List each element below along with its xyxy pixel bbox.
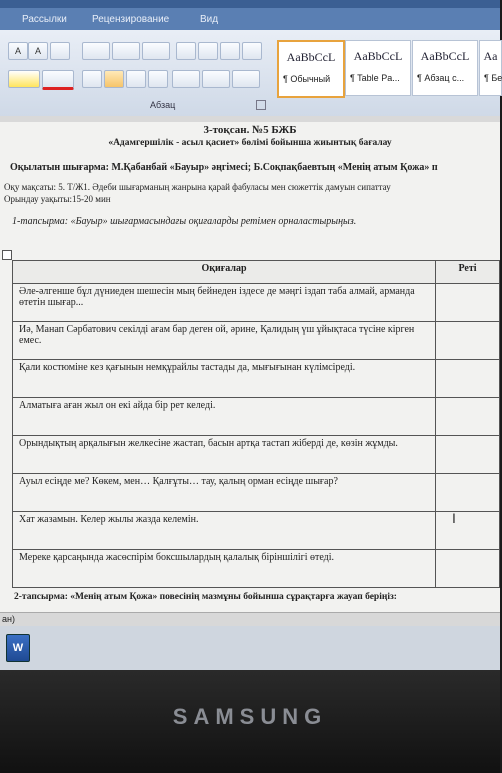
style-sample: AaBbCcL <box>420 49 470 63</box>
task-2-instruction: 2-тапсырма: «Менің атым Қожа» повесінің мазмұны бойынша сұрақтарға жауап беріңіз: <box>14 592 397 602</box>
order-column-header: Реті <box>436 261 500 284</box>
style-normal[interactable] <box>277 40 345 98</box>
table-header-row <box>13 261 500 284</box>
paragraph-dialog-launcher-icon[interactable] <box>256 100 266 110</box>
event-cell[interactable]: Қали костюміне кез қағынын немқұрайлы тастады да, мығығынан күлімсіреді. <box>13 360 436 398</box>
table-row <box>13 360 500 398</box>
order-cell[interactable] <box>436 398 500 436</box>
shrink-font-button[interactable]: A <box>28 42 48 60</box>
status-bar <box>0 626 500 670</box>
task-1-instruction: 1-тапсырма: «Бауыр» шығармасындағы оқиғаларды ретімен орналастырыңыз. <box>12 216 357 227</box>
sort-button[interactable] <box>220 42 240 60</box>
style-no-spacing[interactable] <box>479 40 502 96</box>
style-name: ¶ Обычный <box>283 74 331 84</box>
word-app-icon[interactable]: W <box>6 634 30 662</box>
ribbon <box>0 30 500 117</box>
page-heading: 3-тоқсан. №5 БЖБ <box>203 124 297 136</box>
duration-line: Орындау уақыты:15-20 мин <box>4 194 111 204</box>
window-title-bar <box>0 0 500 8</box>
table-row <box>13 284 500 322</box>
order-cell[interactable] <box>436 284 500 322</box>
style-sample: Aa <box>483 49 498 63</box>
paragraph-group-label: Абзац <box>150 100 176 110</box>
table-row <box>13 512 500 550</box>
align-center-button[interactable] <box>104 70 124 88</box>
horizontal-scrollbar[interactable] <box>0 612 500 627</box>
event-cell[interactable]: Хат жазамын. Келер жылы жазда келемін. <box>13 512 436 550</box>
order-cell[interactable] <box>436 512 500 550</box>
page-subheading: «Адамгершілік - асыл қасиет» бөлімі бойынша жиынтық бағалау <box>108 138 392 148</box>
events-table <box>12 260 500 588</box>
order-cell[interactable] <box>436 322 500 360</box>
text-cursor-icon: I <box>452 510 456 526</box>
multilevel-list-button[interactable] <box>142 42 170 60</box>
borders-button[interactable] <box>232 70 260 88</box>
align-right-button[interactable] <box>126 70 146 88</box>
clear-format-button[interactable] <box>50 42 70 60</box>
tab-view[interactable]: Вид <box>200 14 219 25</box>
style-list-paragraph[interactable] <box>412 40 478 96</box>
style-sample: AaBbCcL <box>286 50 336 64</box>
align-left-button[interactable] <box>82 70 102 88</box>
increase-indent-button[interactable] <box>198 42 218 60</box>
shading-button[interactable] <box>202 70 230 88</box>
justify-button[interactable] <box>148 70 168 88</box>
table-row <box>13 436 500 474</box>
table-row <box>13 398 500 436</box>
order-cell[interactable] <box>436 360 500 398</box>
event-cell[interactable]: Орындықтың арқалығын желкесіне жастап, басын артқа тастап жіберді де, көзін жұмды. <box>13 436 436 474</box>
order-cell[interactable] <box>436 474 500 512</box>
event-cell[interactable]: Әле-әлгенше бұл дүниеден шешесін мың бейнеден іздесе де мәңгі іздап таба алмай, арманда өтетін шығар... <box>13 284 436 322</box>
style-sample: AaBbCcL <box>353 49 403 63</box>
monitor-brand-logo: SAMSUNG <box>172 704 328 729</box>
table-row <box>13 474 500 512</box>
order-cell[interactable] <box>436 436 500 474</box>
table-row <box>13 322 500 360</box>
line-spacing-button[interactable] <box>172 70 200 88</box>
tab-mailings[interactable]: Рассылки <box>22 14 67 25</box>
highlight-color-button[interactable] <box>8 70 40 88</box>
style-name: ¶ Table Pa... <box>350 73 400 83</box>
numbering-button[interactable] <box>112 42 140 60</box>
decrease-indent-button[interactable] <box>176 42 196 60</box>
grow-font-button[interactable]: A <box>8 42 28 60</box>
font-color-button[interactable] <box>42 70 74 90</box>
order-cell[interactable] <box>436 550 500 588</box>
event-cell[interactable]: Мереке қарсаңында жасөспірім боксшылардың қалалық біріншілігі өтеді. <box>13 550 436 588</box>
event-cell[interactable]: Иә, Манап Сәрбатович секілді ағам бар деген ой, әрине, Қалидың үш ұйықтаса түсіне кірген емес. <box>13 322 436 360</box>
bullets-button[interactable] <box>82 42 110 60</box>
table-row <box>13 550 500 588</box>
style-table-paragraph[interactable] <box>345 40 411 96</box>
reading-work-line: Оқылатын шығарма: М.Қабанбай «Бауыр» әңгімесі; Б.Соқпақбаевтың «Менің атым Қожа» п <box>10 162 438 173</box>
event-cell[interactable]: Ауыл есіңде ме? Көкем, мен… Қалғұты… тау, қалың орман есіңде шығар? <box>13 474 436 512</box>
show-marks-button[interactable] <box>242 42 262 60</box>
table-move-handle-icon[interactable] <box>2 250 12 260</box>
style-name: ¶ Абзац с... <box>417 73 465 83</box>
style-name: ¶ Бе <box>484 73 502 83</box>
status-text: ан) <box>2 614 15 624</box>
ribbon-tab-bar <box>0 8 500 30</box>
document-page[interactable] <box>0 122 500 642</box>
tab-review[interactable]: Рецензирование <box>92 14 170 25</box>
events-column-header: Оқиғалар <box>13 261 436 284</box>
learning-goal-line: Оқу мақсаты: 5. Т/Ж1. Әдеби шығарманың жанрына қарай фабуласы мен сюжеттік дамуын сипаттау <box>4 182 391 192</box>
event-cell[interactable]: Алматыға аған жыл он екі айда бір рет келеді. <box>13 398 436 436</box>
